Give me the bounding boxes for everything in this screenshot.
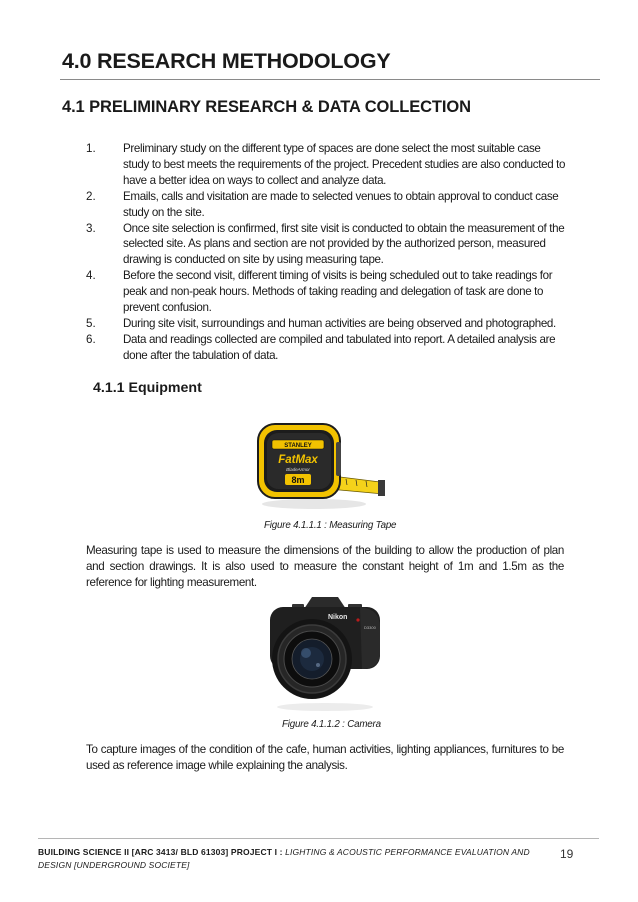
list-item bbox=[0, 332, 638, 364]
heading-divider bbox=[60, 79, 600, 80]
list-item-number: 2. bbox=[86, 189, 96, 203]
list-item-number: 1. bbox=[86, 142, 96, 155]
methodology-steps-list bbox=[0, 141, 638, 364]
page-footer bbox=[38, 846, 548, 871]
list-item bbox=[0, 268, 638, 316]
list-item-text: Before the second visit, different timing of visits is being scheduled out to take readings for peak and non-peak hours. Methods of taking reading and delegation of task are done to prevent confusion. bbox=[123, 269, 553, 315]
subsection-heading: 4.1.1 Equipment bbox=[93, 380, 202, 396]
list-item-text: Data and readings collected are compiled and tabulated into report. A detailed analysis are done after the tabulation of data. bbox=[123, 332, 556, 362]
figure-caption: Figure 4.1.1.2 : Camera bbox=[282, 719, 381, 730]
tape-brand-text: STANLEY bbox=[284, 443, 312, 449]
footer-course-code: BUILDING SCIENCE II [ARC 3413/ BLD 61303] PROJECT I : bbox=[38, 847, 286, 857]
list-item-text: Emails, calls and visitation are made to selected venues to obtain approval to conduct case study on the site. bbox=[123, 189, 559, 219]
footer-project-title: LIGHTING & ACOUSTIC PERFORMANCE EVALUATION AND DESIGN [UNDERGROUND SOCIETE] bbox=[38, 847, 530, 870]
list-item-number: 3. bbox=[86, 221, 96, 235]
list-item bbox=[0, 141, 638, 189]
list-item-number: 4. bbox=[86, 269, 96, 283]
list-item-number: 5. bbox=[86, 316, 96, 330]
camera-model-text: D3300 bbox=[364, 625, 376, 630]
body-paragraph: To capture images of the condition of the cafe, human activities, lighting appliances, furnitures to be used as reference image while explaining the analysis. bbox=[86, 743, 564, 772]
list-item bbox=[0, 316, 638, 332]
page-number: 19 bbox=[560, 847, 574, 861]
tape-subline-text: BladeArmor bbox=[286, 467, 310, 472]
tape-model-text: FatMax bbox=[278, 454, 318, 466]
list-item-number: 6. bbox=[86, 332, 96, 346]
body-paragraph: Measuring tape is used to measure the dimensions of the building to allow the production of plan and section drawings. It is also used to measure the constant height of 1m and 1.5m as the reference for lighting measurement. bbox=[86, 544, 564, 589]
chapter-heading: 4.0 RESEARCH METHODOLOGY bbox=[62, 49, 391, 73]
tape-length-text: 8m bbox=[291, 475, 305, 485]
list-item-text: Preliminary study on the different type of spaces are done select the most suitable case study to best meets the requirements of the project. Precedent studies are also conducted to have a better idea on ways to collect and analyze data. bbox=[123, 142, 566, 187]
list-item bbox=[0, 221, 638, 269]
list-item-text: Once site selection is confirmed, first site visit is conducted to obtain the measurement of the selected site. As plans and section are not provided by the authorized person, measured drawing is conducted on site by using measuring tape. bbox=[123, 221, 565, 267]
list-item bbox=[0, 189, 638, 221]
camera-brand-text: Nikon bbox=[328, 614, 348, 621]
section-heading: 4.1 PRELIMINARY RESEARCH & DATA COLLECTION bbox=[62, 98, 471, 116]
footer-divider bbox=[38, 838, 599, 839]
list-item-text: During site visit, surroundings and human activities are being observed and photographed. bbox=[123, 316, 556, 330]
camera-image bbox=[264, 593, 386, 713]
measuring-tape-image bbox=[252, 414, 392, 510]
figure-caption: Figure 4.1.1.1 : Measuring Tape bbox=[264, 520, 397, 531]
